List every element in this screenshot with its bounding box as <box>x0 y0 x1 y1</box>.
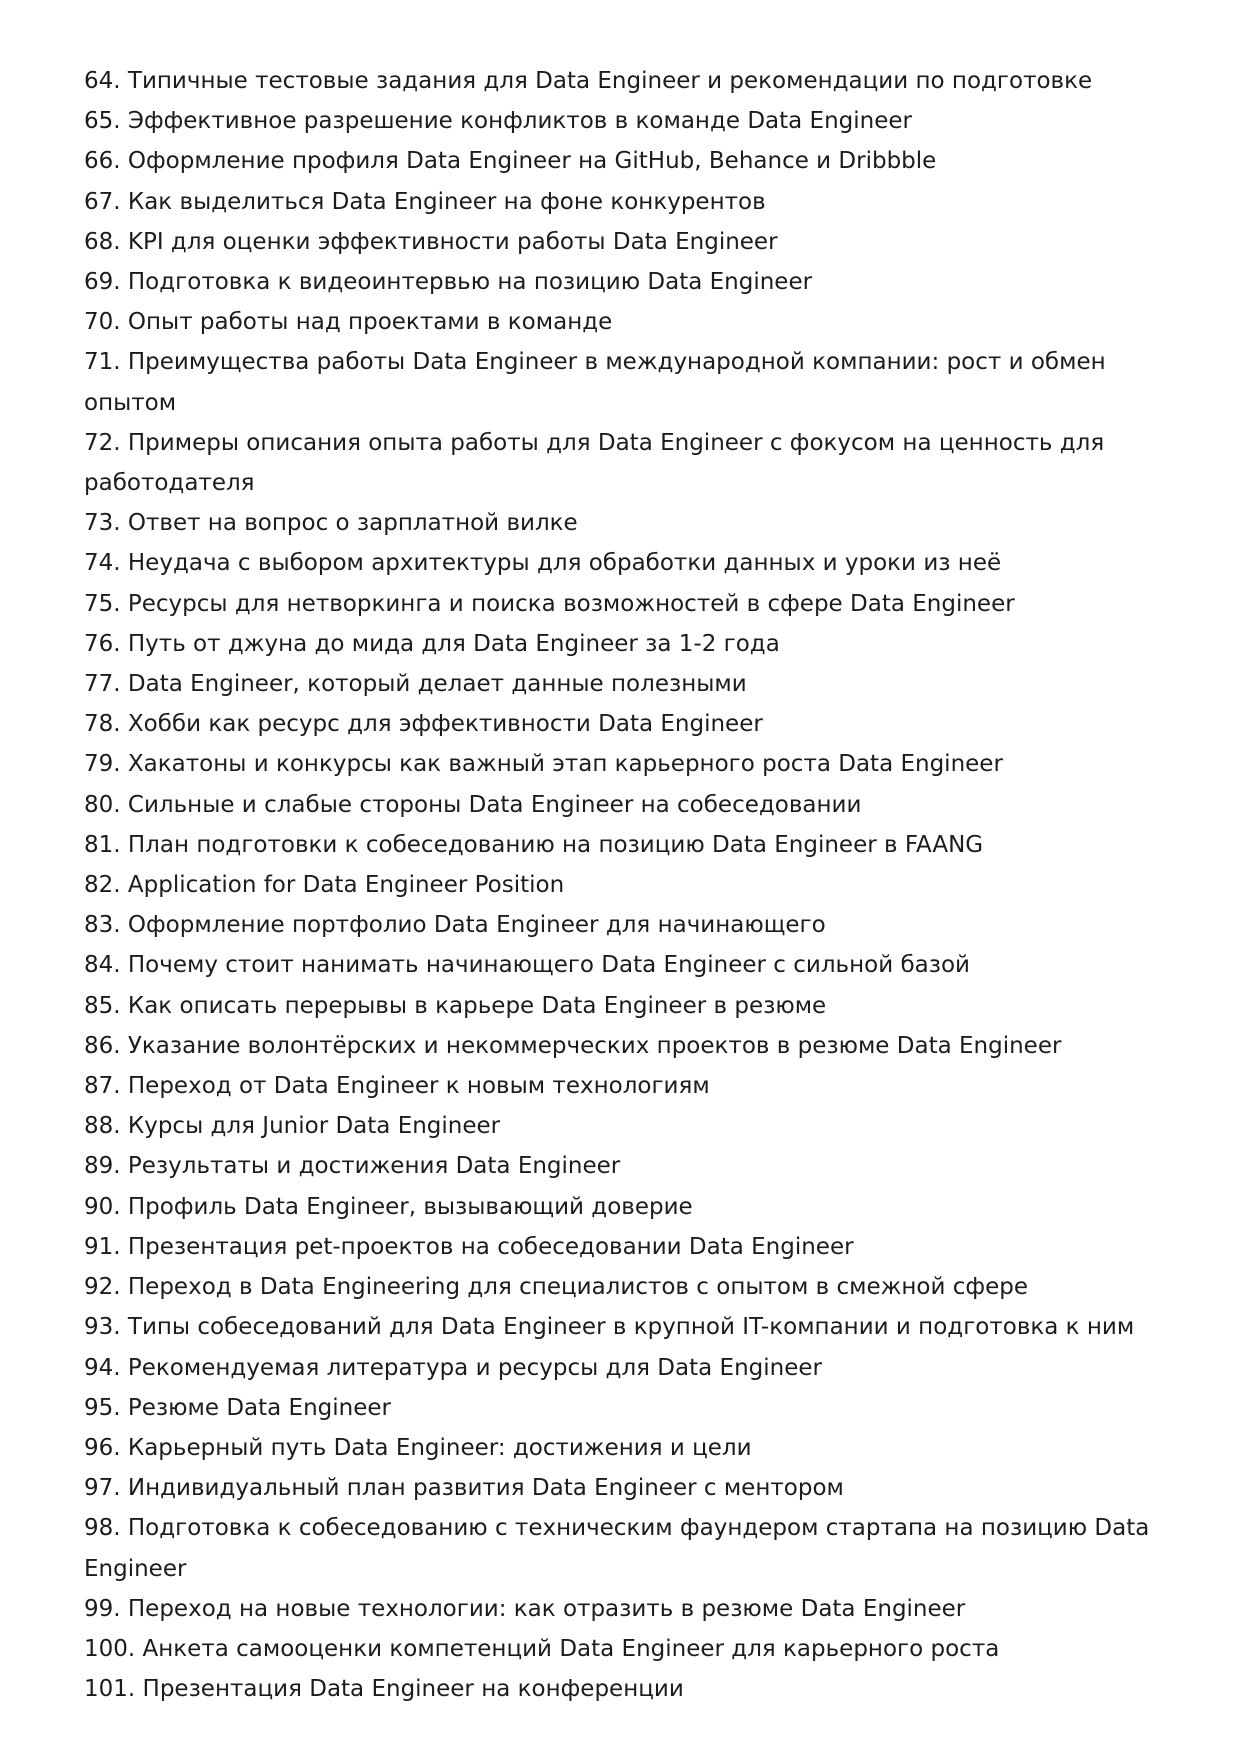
list-item: 81. План подготовки к собеседованию на позицию Data Engineer в FAANG <box>84 831 984 858</box>
list-item: 97. Индивидуальный план развития Data Engineer с ментором <box>84 1475 844 1502</box>
list-item: 89. Результаты и достижения Data Engineer <box>84 1153 621 1180</box>
list-item: 101. Презентация Data Engineer на конференции <box>84 1676 684 1703</box>
list-item: 79. Хакатоны и конкурсы как важный этап карьерного роста Data Engineer <box>84 751 1003 778</box>
list-item: 65. Эффективное разрешение конфликтов в команде Data Engineer <box>84 108 912 135</box>
list-item: 82. Application for Data Engineer Position <box>84 872 565 899</box>
list-item: 86. Указание волонтёрских и некоммерческих проектов в резюме Data Engineer <box>84 1032 1062 1059</box>
list-item: 76. Путь от джуна до мида для Data Engineer за 1-2 года <box>84 630 780 657</box>
list-item: 66. Оформление профиля Data Engineer на GitHub, Behance и Dribbble <box>84 148 937 175</box>
list-item: 84. Почему стоит нанимать начинающего Data Engineer с сильной базой <box>84 952 970 979</box>
list-item: 77. Data Engineer, который делает данные полезными <box>84 671 747 698</box>
list-item: 68. KPI для оценки эффективности работы Data Engineer <box>84 228 778 255</box>
list-item: 100. Анкета самооценки компетенций Data Engineer для карьерного роста <box>84 1635 1000 1662</box>
list-item: 92. Переход в Data Engineering для специалистов с опытом в смежной сфере <box>84 1274 1028 1301</box>
list-item: 70. Опыт работы над проектами в команде <box>84 309 613 336</box>
list-item: 73. Ответ на вопрос о зарплатной вилке <box>84 510 578 537</box>
list-item: 91. Презентация pet-проектов на собеседовании Data Engineer <box>84 1233 854 1260</box>
list-item: 93. Типы собеседований для Data Engineer в крупной IT-компании и подготовка к ним <box>84 1314 1135 1341</box>
list-item: 74. Неудача с выбором архитектуры для обработки данных и уроки из неё <box>84 550 1002 577</box>
list-item: 85. Как описать перерывы в карьере Data Engineer в резюме <box>84 992 827 1019</box>
list-item: 80. Сильные и слабые стороны Data Engineer на собеседовании <box>84 791 862 818</box>
list-item: 83. Оформление портфолио Data Engineer для начинающего <box>84 912 826 939</box>
list-item: 94. Рекомендуемая литература и ресурсы для Data Engineer <box>84 1354 822 1381</box>
list-item: 95. Резюме Data Engineer <box>84 1394 391 1421</box>
list-item: 72. Примеры описания опыта работы для Data Engineer с фокусом на ценность для работодателя <box>84 429 1105 497</box>
list-item: 99. Переход на новые технологии: как отразить в резюме Data Engineer <box>84 1595 966 1622</box>
topic-list <box>84 61 1164 1709</box>
list-item: 69. Подготовка к видеоинтервью на позицию Data Engineer <box>84 269 813 296</box>
list-item: 67. Как выделиться Data Engineer на фоне конкурентов <box>84 188 766 215</box>
list-item: 96. Карьерный путь Data Engineer: достижения и цели <box>84 1434 752 1461</box>
list-item: 98. Подготовка к собеседованию с техническим фаундером стартапа на позицию Data Engineer <box>84 1515 1150 1582</box>
list-item: 71. Преимущества работы Data Engineer в международной компании: рост и обмен опытом <box>84 349 1106 416</box>
list-item: 78. Хобби как ресурс для эффективности Data Engineer <box>84 711 763 738</box>
list-item: 90. Профиль Data Engineer, вызывающий доверие <box>84 1193 693 1220</box>
list-item: 75. Ресурсы для нетворкинга и поиска возможностей в сфере Data Engineer <box>84 590 1015 617</box>
list-item: 88. Курсы для Junior Data Engineer <box>84 1113 501 1140</box>
list-item: 87. Переход от Data Engineer к новым технологиям <box>84 1073 710 1100</box>
list-item: 64. Типичные тестовые задания для Data Engineer и рекомендации по подготовке <box>84 68 1093 94</box>
